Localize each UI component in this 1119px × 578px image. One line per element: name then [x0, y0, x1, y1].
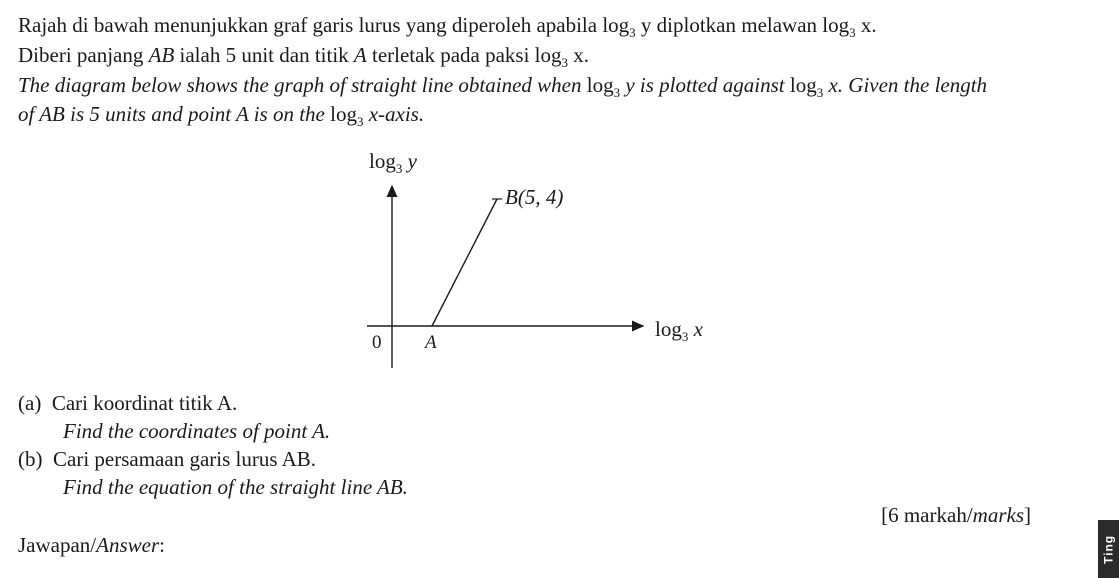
- x-axis-var: x: [693, 317, 703, 341]
- straight-line-graph: [355, 146, 735, 372]
- answer-ms: Jawapan/: [18, 533, 97, 557]
- segment-ab: AB: [148, 43, 175, 67]
- side-tab: [1098, 520, 1119, 578]
- question-b: [18, 446, 316, 472]
- intro-ms-line-1: [18, 12, 877, 41]
- answer-colon: :: [159, 533, 165, 557]
- question-b-en-text: Find the equation of the straight line AB.: [63, 475, 408, 499]
- line-ab: [432, 199, 497, 326]
- x-axis-base: 3: [681, 329, 689, 344]
- marks-suffix: ]: [1024, 503, 1031, 527]
- intro-en-line-2-text-a: of AB is 5 units and point A is on the: [18, 102, 331, 126]
- point-b-text: B(5, 4): [505, 185, 564, 209]
- question-a-marker: (a): [18, 391, 42, 415]
- intro-en-line-1-text-b: y is plotted against: [620, 73, 790, 97]
- x-axis-label: [655, 316, 703, 345]
- y-axis-label: [369, 148, 417, 177]
- point-a-text: A: [425, 332, 437, 353]
- x-axis-log: log: [655, 317, 682, 341]
- intro-ms-line-2-text-d: x.: [568, 43, 590, 67]
- intro-en-line-2-text-b: x-axis.: [363, 102, 425, 126]
- intro-ms-line-1-text-a: Rajah di bawah menunjukkan graf garis lurus yang diperoleh apabila log: [18, 13, 630, 37]
- marks-prefix: [6 markah/: [881, 503, 973, 527]
- origin-label: [372, 330, 382, 356]
- intro-ms-line-2: [18, 42, 589, 71]
- log-base: 3: [613, 85, 621, 100]
- intro-en-line-1-text-a: The diagram below shows the graph of straight line obtained when: [18, 73, 587, 97]
- y-axis-base: 3: [395, 161, 403, 176]
- log-word: log: [330, 102, 357, 126]
- origin-text: 0: [372, 332, 382, 353]
- intro-en-line-1-text-c: x. Given the length: [823, 73, 988, 97]
- marks-en: marks: [972, 503, 1024, 527]
- intro-ms-line-2-text-b: ialah 5 unit dan titik: [174, 43, 354, 67]
- answer-label: [18, 532, 165, 558]
- intro-ms-line-2-text-a: Diberi panjang: [18, 43, 149, 67]
- intro-ms-line-1-text-b: y diplotkan melawan log: [635, 13, 850, 37]
- question-b-ms: Cari persamaan garis lurus AB.: [53, 447, 317, 471]
- log-base: 3: [849, 25, 856, 40]
- point-b-label: [505, 184, 563, 210]
- y-axis-var: y: [407, 149, 417, 173]
- y-axis-log: log: [369, 149, 396, 173]
- log-word: log: [586, 73, 614, 97]
- log-base: 3: [561, 55, 569, 70]
- point-a-ref: A: [353, 43, 367, 67]
- point-a-label: [425, 330, 437, 356]
- marks-label: [881, 502, 1031, 528]
- question-b-marker: (b): [18, 447, 43, 471]
- intro-ms-line-2-text-c: terletak pada paksi log: [366, 43, 562, 67]
- question-b-en: [63, 474, 408, 500]
- question-a-en: [63, 418, 330, 444]
- log-word: log: [789, 73, 817, 97]
- side-tab-label: Ting: [1101, 534, 1116, 564]
- intro-ms-line-1-text-c: x.: [855, 13, 877, 37]
- question-a-en-text: Find the coordinates of point A.: [63, 419, 331, 443]
- intro-en-line-2: [18, 101, 424, 130]
- answer-en: Answer: [96, 533, 160, 557]
- log-base: 3: [356, 114, 364, 129]
- log-base: 3: [816, 85, 824, 100]
- question-a: [18, 390, 237, 416]
- intro-en-line-1: [18, 72, 987, 101]
- question-a-ms: Cari koordinat titik A.: [51, 391, 238, 415]
- log-base: 3: [629, 25, 636, 40]
